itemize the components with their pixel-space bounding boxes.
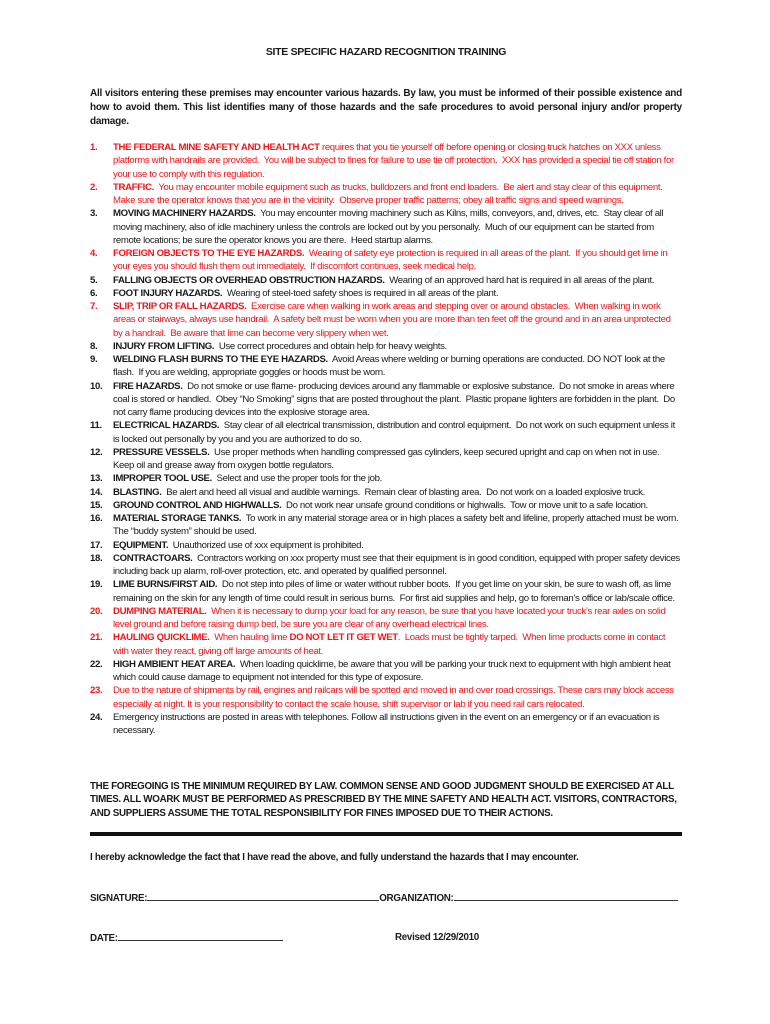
hazard-number: 18. (90, 552, 103, 564)
hazard-text (113, 207, 682, 247)
hazard-text (113, 446, 682, 473)
hazard-item (90, 684, 682, 711)
hazard-item (90, 141, 682, 181)
hazard-item (90, 578, 682, 605)
hazard-description: Do not work near unsafe ground conditions or highwalls. Tow or move unit to a safe location. (281, 499, 648, 511)
divider-rule (90, 832, 682, 836)
hazard-item (90, 380, 682, 420)
hazard-number: 15. (90, 499, 103, 511)
hazard-heading: ELECTRICAL HAZARDS. (113, 420, 220, 432)
hazard-text (113, 631, 682, 658)
hazard-text (113, 578, 682, 605)
hazard-text (113, 340, 682, 353)
hazard-description: Exercise care when walking in work areas and stepping over or around obstacles. When walking in work areas or stairways, always use handrail. A safety belt must be worn when you are more than ten feet off the ground and in an area unprotected by a handrail. Be aware that lime can become very slippery when wet. (113, 301, 673, 339)
hazard-number: 7. (90, 301, 98, 312)
hazard-item (90, 287, 682, 300)
hazard-item (90, 472, 682, 485)
hazard-heading: FOOT INJURY HAZARDS. (113, 287, 223, 299)
hazard-item (90, 539, 682, 552)
hazard-text (113, 512, 682, 539)
hazard-description: Due to the nature of shipments by rail, engines and railcars will be spotted and moved in and over road crossings. These cars may block access especially at night. It is your responsibility to contact the scale house, shift supervisor or lab if you need rail cars relocated. (113, 685, 677, 710)
hazard-number: 4. (90, 248, 98, 259)
hazard-text (113, 711, 682, 738)
hazard-number: 13. (90, 473, 103, 485)
hazard-number: 23. (90, 685, 103, 697)
hazard-heading: DO NOT LET IT GET WET (289, 632, 398, 644)
hazard-description: When it is necessary to dump your load for any reason, be sure that you have located your truck’s rear axles on solid level ground and before raising dump bed, be sure you are clear of any overhead electrical lines. (113, 605, 668, 630)
legal-notice: THE FOREGOING IS THE MINIMUM REQUIRED BY LAW. COMMON SENSE AND GOOD JUDGMENT SHOULD BE EXERCISED AT ALL TIMES. ALL WOARK MUST BE PERFORMED AS PRESCRIBED BY THE MINE SAFETY AND HEALTH ACT. VISITORS, CONTRACTORS, AND SUPPLIERS ASSUME THE TOTAL RESPONSIBILITY FOR FINES IMPOSED DUE TO THEIR ACTIONS. (90, 781, 677, 819)
hazard-heading: HIGH AMBIENT HEAT AREA. (113, 658, 236, 670)
hazard-text (113, 274, 682, 287)
hazard-text (113, 419, 682, 446)
hazard-description: Use proper methods when handling compressed gas cylinders, keep secured upright and cap on when not in use. Keep oil and grease away from oxygen bottle regulators. (113, 446, 664, 471)
hazard-text (113, 486, 682, 499)
hazard-number: 5. (90, 274, 98, 286)
hazard-item (90, 207, 682, 247)
hazard-item (90, 247, 682, 274)
hazard-text (113, 684, 682, 711)
organization-label: ORGANIZATION: (379, 893, 454, 904)
signature-row (90, 892, 682, 904)
hazard-item (90, 552, 682, 579)
hazard-text (113, 247, 682, 274)
hazard-heading: THE FEDERAL MINE SAFETY AND HEALTH ACT (113, 142, 320, 153)
hazard-description: Wearing of steel-toed safety shoes is required in all areas of the plant. (222, 287, 499, 299)
hazard-description: When hauling lime (209, 632, 290, 644)
hazard-number: 11. (90, 420, 102, 432)
hazard-item (90, 274, 682, 287)
hazard-item (90, 512, 682, 539)
hazard-heading: FIRE HAZARDS. (113, 380, 183, 392)
document-title: SITE SPECIFIC HAZARD RECOGNITION TRAINING (265, 46, 507, 58)
hazard-text (113, 380, 682, 420)
hazard-heading: DUMPING MATERIAL. (113, 605, 207, 617)
hazard-description: To work in any material storage area or in high places a safety belt and lifeline, properly attached must be worn. The “buddy system” should be used. (113, 513, 683, 538)
hazard-description: When loading quicklime, be aware that you will be parking your truck next to equipment with high ambient heat which could cause damage to equipment not intended for this type of exposure. (113, 658, 673, 683)
hazard-description: Wearing of safety eye protection is required in all areas of the plant. If you should get lime in your eyes you should flush them out immediately. If discomfort continues, seek medical help. (113, 248, 670, 273)
hazard-number: 22. (90, 658, 103, 670)
hazard-description: Use correct procedures and obtain help for heavy weights. (214, 340, 447, 352)
hazard-text (113, 287, 682, 300)
hazard-description: Do not smoke or use flame- producing devices around any flammable or explosive substance. Do not smoke in areas where coal is stored or handled. Obey “No Smoking” signs that are posted throughout the plant. Plastic propane lighters are forbidden in the plant. Do not carry flame producing devices into the explosive storage area. (113, 380, 678, 418)
intro-paragraph: All visitors entering these premises may encounter various hazards. By law, you must be informed of their possible existence and how to avoid them. This list identifies many of those hazards and the safe procedures to avoid personal injury and/or property damage. (90, 88, 682, 127)
hazard-number: 12. (90, 446, 103, 458)
hazard-heading: GROUND CONTROL AND HIGHWALLS. (113, 499, 282, 511)
hazard-item (90, 300, 682, 340)
hazard-description: Stay clear of all electrical transmission, distribution and control equipment. Do not work on such equipment unless it is locked out personally by you and you are authorized to do so. (113, 420, 678, 445)
hazard-heading: PRESSURE VESSELS. (113, 446, 210, 458)
hazard-item (90, 605, 682, 632)
hazard-number: 19. (90, 579, 103, 591)
hazard-description: requires that you tie yourself off before opening or closing truck hatches on XXX unless platforms with handrails are provided. You will be subject to fines for failure to use tie off protection. XXX has provided a special tie off station for your use to comply with this regulation. (113, 142, 677, 180)
hazard-item (90, 181, 682, 208)
hazard-description: . Loads must be tightly tarped. When lime products come in contact with water they react, giving off large amounts of heat. (113, 632, 668, 657)
hazard-item (90, 353, 682, 380)
hazard-heading: BLASTING. (113, 486, 162, 498)
hazard-number: 1. (90, 142, 98, 153)
hazard-list (90, 141, 682, 737)
hazard-text (113, 472, 682, 485)
hazard-number: 8. (90, 340, 98, 352)
hazard-heading: HAULING QUICKLIME. (113, 632, 210, 644)
hazard-number: 2. (90, 181, 98, 193)
hazard-number: 21. (90, 632, 103, 644)
hazard-description: Unauthorized use of xxx equipment is prohibited. (168, 539, 364, 551)
hazard-text (113, 658, 682, 685)
hazard-description: Avoid Areas where welding or burning operations are conducted. DO NOT look at the flash. If you are welding, appropriate goggles or hoods must be worn. (113, 354, 668, 379)
hazard-heading: MOVING MACHINERY HAZARDS. (113, 208, 256, 220)
hazard-description: Wearing of an approved hard hat is required in all areas of the plant. (384, 274, 655, 286)
signature-label: SIGNATURE: (90, 893, 148, 904)
hazard-number: 14. (90, 486, 103, 498)
date-label: DATE: (90, 933, 118, 944)
hazard-text (113, 539, 682, 552)
hazard-item (90, 631, 682, 658)
hazard-item (90, 658, 682, 685)
hazard-item (90, 499, 682, 512)
hazard-number: 20. (90, 605, 103, 617)
hazard-text (113, 499, 682, 512)
acknowledgement-text: I hereby acknowledge the fact that I have read the above, and fully understand the hazards that I may encounter. (90, 852, 579, 863)
hazard-heading: LIME BURNS/FIRST AID. (113, 579, 218, 591)
hazard-heading: FOREIGN OBJECTS TO THE EYE HAZARDS. (113, 248, 305, 259)
hazard-description: Select and use the proper tools for the job. (211, 473, 382, 485)
hazard-number: 24. (90, 711, 103, 723)
hazard-heading: MATERIAL STORAGE TANKS. (113, 513, 242, 524)
hazard-number: 10. (90, 380, 103, 392)
hazard-number: 9. (90, 354, 98, 365)
hazard-heading: WELDING FLASH BURNS TO THE EYE HAZARDS. (113, 354, 328, 365)
hazard-heading: TRAFFIC. (113, 181, 154, 193)
hazard-description: You may encounter moving machinery such as Kilns, mills, conveyors, and, drives, etc. Stay clear of all moving machinery, also of idle machinery unless the controls are locked out by you personally. Much of our equipment can be started from remote locations; be sure the operator knows you are there. Heed startup alarms. (113, 208, 666, 246)
hazard-description: You may encounter mobile equipment such as trucks, bulldozers and front end loaders. Be alert and stay clear of this equipment. Make sure the operator knows that you are in the vicinity. Observe proper traffic patterns; obey all traffic signs and speed warnings. (113, 181, 668, 206)
hazard-item (90, 486, 682, 499)
hazard-item (90, 711, 682, 738)
hazard-text (113, 141, 682, 181)
date-field[interactable] (118, 932, 283, 941)
hazard-heading: FALLING OBJECTS OR OVERHEAD OBSTRUCTION HAZARDS. (113, 274, 385, 286)
hazard-text (113, 353, 682, 380)
hazard-number: 6. (90, 287, 98, 299)
hazard-heading: IMPROPER TOOL USE. (113, 473, 212, 485)
hazard-description: Emergency instructions are posted in areas with telephones. Follow all instructions given in the event on an emergency or if an evacuation is necessary. (113, 711, 662, 736)
hazard-item (90, 419, 682, 446)
hazard-heading: SLIP, TRIP OR FALL HAZARDS. (113, 301, 247, 312)
hazard-text (113, 605, 682, 632)
hazard-text (113, 552, 682, 579)
date-row (90, 932, 283, 944)
hazard-number: 3. (90, 208, 98, 220)
organization-field[interactable] (454, 892, 678, 901)
hazard-description: Be alert and heed all visual and audible warnings. Remain clear of blasting area. Do not work on a loaded explosive truck. (161, 486, 645, 498)
hazard-description: Contractors working on xxx property must see that their equipment is in good condition, equipped with proper safety devices including back up alarm, roll-over protection, etc. and operated by qualified personnel. (113, 552, 683, 577)
hazard-number: 16. (90, 513, 103, 524)
hazard-heading: INJURY FROM LIFTING. (113, 340, 215, 352)
hazard-heading: EQUIPMENT. (113, 539, 169, 551)
hazard-heading: CONTRACTOARS. (113, 552, 193, 564)
hazard-number: 17. (90, 539, 103, 551)
signature-field[interactable] (147, 892, 379, 901)
hazard-item (90, 446, 682, 473)
hazard-text (113, 300, 682, 340)
revision-date: Revised 12/29/2010 (395, 932, 479, 943)
hazard-description: Do not step into piles of lime or water without rubber boots. If you get lime on your skin, be sure to wash off, as lime remaining on the skin for any length of time could result in serious burns. For first aid supplies and help, go to foreman’s office or lab/scale office. (113, 579, 675, 604)
hazard-text (113, 181, 682, 208)
hazard-item (90, 340, 682, 353)
